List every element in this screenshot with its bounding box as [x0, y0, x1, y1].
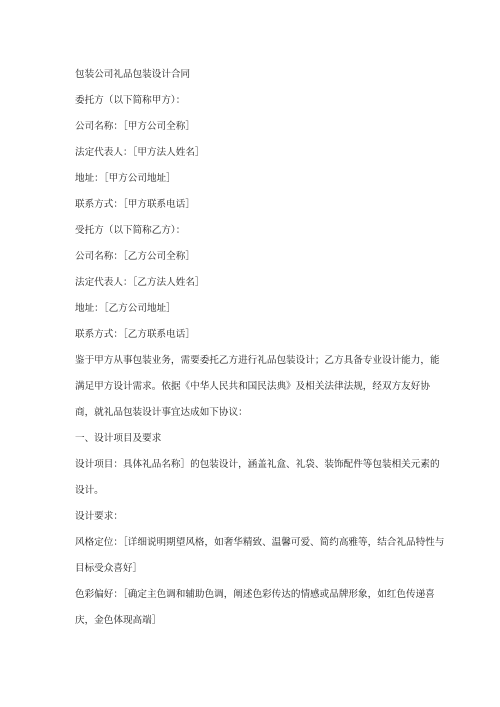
party-a-representative: 法定代表人：［甲方法人姓名］ [75, 147, 205, 158]
party-a-company: 公司名称：［甲方公司全称］ [75, 121, 195, 132]
contract-document [75, 62, 445, 634]
party-a-contact: 联系方式：［甲方联系电话］ [75, 199, 195, 210]
design-project-paragraph: 设计项目：具体礼品名称］的包装设计，涵盖礼盒、礼袋、装饰配件等包装相关元素的设计。 [75, 459, 440, 496]
party-a-address: 地址：［甲方公司地址］ [75, 173, 176, 184]
party-b-heading: 受托方（以下简称乙方）： [75, 225, 186, 236]
party-b-representative: 法定代表人：［乙方法人姓名］ [75, 277, 205, 288]
color-preference-paragraph: 色彩偏好：［确定主色调和辅助色调，阐述色彩传达的情感或品牌形象，如红色传递喜庆，金色体现高端］ [75, 589, 435, 626]
document-title: 包装公司礼品包装设计合同 [75, 69, 191, 80]
party-b-company: 公司名称：［乙方公司全称］ [75, 251, 195, 262]
party-b-contact: 联系方式：［乙方联系电话］ [75, 329, 195, 340]
party-b-address: 地址：［乙方公司地址］ [75, 303, 176, 314]
party-a-heading: 委托方（以下简称甲方）： [75, 95, 186, 106]
design-requirements-label: 设计要求： [75, 511, 123, 522]
style-positioning-paragraph: 风格定位：［详细说明期望风格，如奢华精致、温馨可爱、简约高雅等，结合礼品特性与目标受众喜好］ [75, 537, 445, 574]
section-1-heading: 一、设计项目及要求 [75, 433, 162, 444]
preamble-paragraph: 鉴于甲方从事包装业务，需要委托乙方进行礼品包装设计；乙方具备专业设计能力，能满足甲方设计需求。依据《中华人民共和国民法典》及相关法律法规，经双方友好协商，就礼品包装设计事宜达成如下协议： [75, 355, 440, 418]
